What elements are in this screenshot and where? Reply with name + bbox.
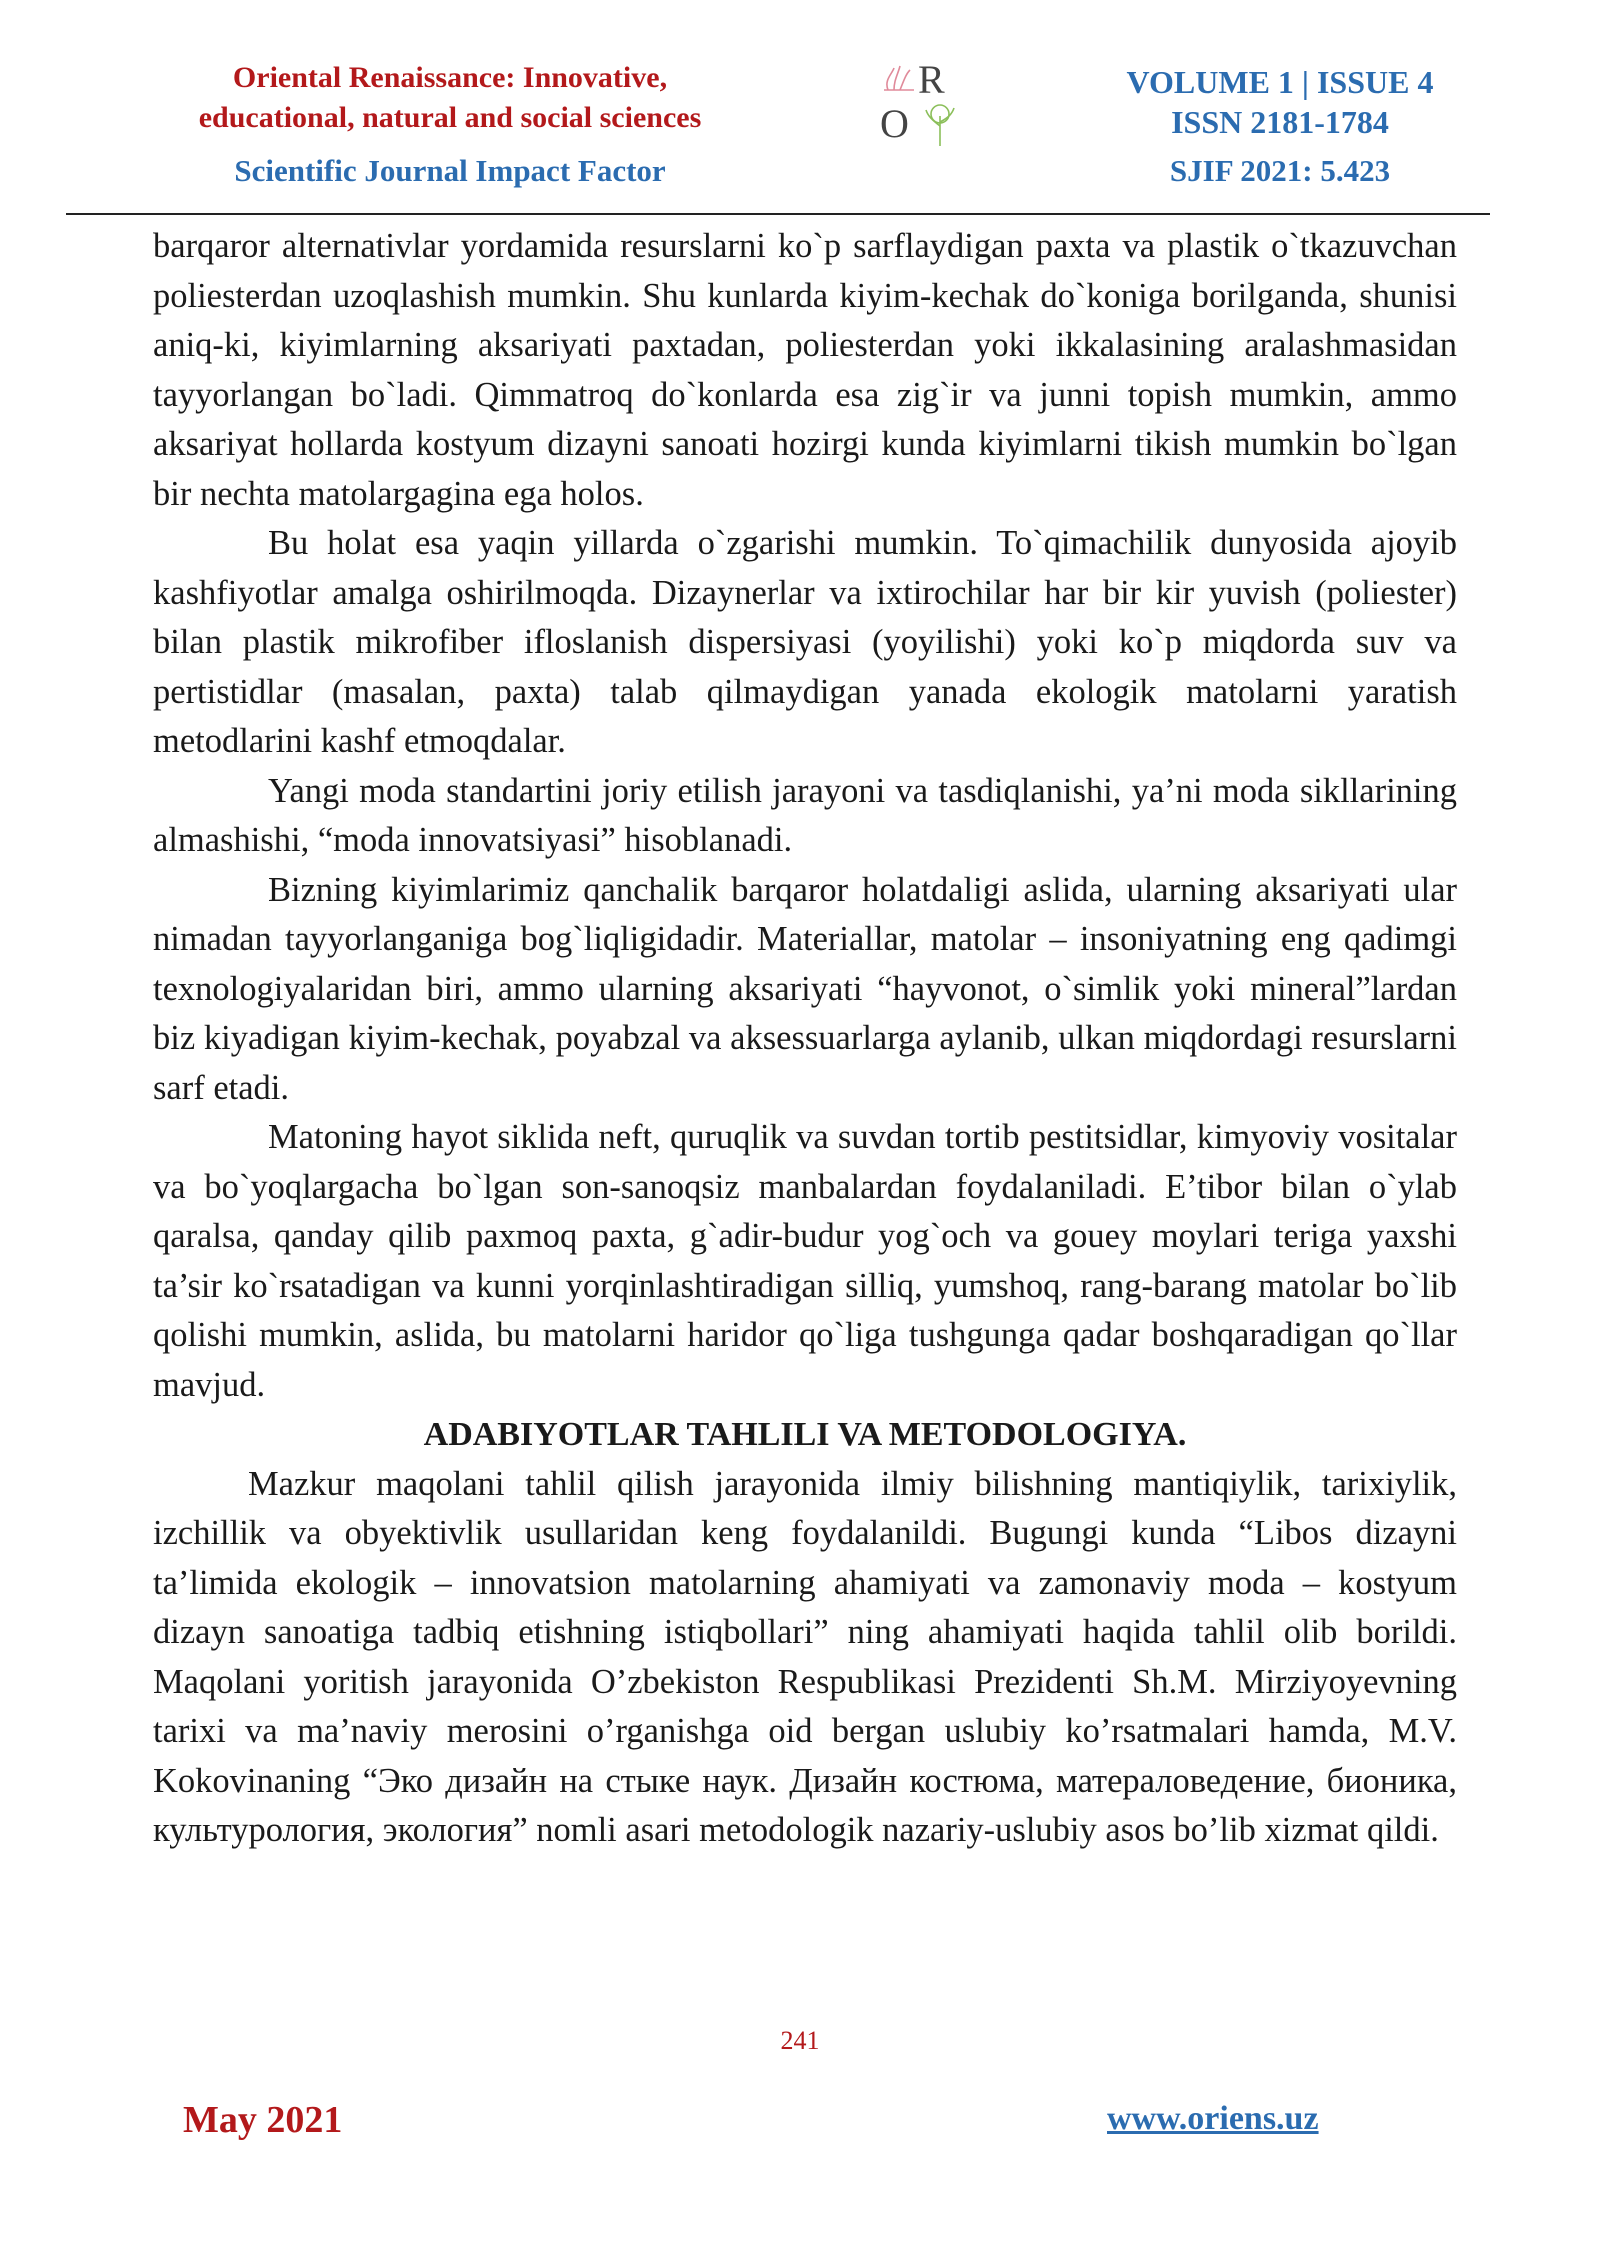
paragraph-1: barqaror alternativlar yordamida resurslarni ko`p sarflaydigan paxta va plastik o`tkazuvchan poliesterdan uzoqlashish mumkin. Shu kunlarda kiyim-kechak do`koniga borilganda, shunisi aniq-ki, kiyimlarning aksariyati paxtadan, poliesterdan yoki ikkalasining aralashmasidan tayyorlangan bo`ladi. Qimmatroq do`konlarda esa zig`ir va junni topish mumkin, ammo aksariyat hollarda kostyum dizayni sanoati hozirgi kunda kiyimlarni tikish mumkin bo`lgan bir nechta matolargagina ega holos. [153, 227, 1457, 513]
header-divider [66, 213, 1490, 215]
journal-logo [870, 57, 970, 150]
footer-website-link[interactable]: www.oriens.uz [1107, 2100, 1319, 2137]
paragraph-5: Matoning hayot siklida neft, quruqlik va suvdan tortib pestitsidlar, kimyoviy vositalar va bo`yoqlargacha bo`lgan son-sanoqsiz manbalardan foydalaniladi. E’tibor bilan o`ylab qaralsa, qanday qilib paxmoq paxta, g`adir-budur yog`och va gouey moylari teriga yaxshi ta’sir ko`rsatadigan va kunni yorqinlashtiradigan silliq, yumshoq, rang-barang matolar bo`lib qolishi mumkin, aslida, bu matolarni haridor qo`liga tushgunga qadar boshqaradigan qo`llar mavjud. [153, 1118, 1457, 1404]
journal-title [150, 58, 750, 138]
journal-title-line1: Oriental Renaissance: Innovative, [232, 61, 668, 94]
logo-letter-r-top: R [918, 57, 945, 102]
sjif-value: SJIF 2021: 5.423 [1169, 153, 1391, 188]
logo-letter-o-bottom: O [880, 101, 909, 146]
paragraph-3: Yangi moda standartini joriy etilish jarayoni va tasdiqlanishi, ya’ni moda sikllarining almashishi, “moda innovatsiyasi” hisoblanadi. [153, 771, 1457, 859]
paragraph-4: Bizning kiyimlarimiz qanchalik barqaror holatdaligi aslida, ularning aksariyati ular nimadan tayyorlanganiga bog`liqligidadir. Materiallar, matolar – insoniyatning eng qadimgi texnologiyalaridan biri, ammo ularning aksariyati “hayvonot, o`simlik yoki mineral”lardan biz kiyadigan kiyim-kechak, poyabzal va aksessuarlarga aylanib, ulkan miqdordagi resurslarni sarf etadi. [153, 870, 1457, 1107]
journal-title-line2: educational, natural and social sciences [198, 101, 702, 134]
paragraph-6: Mazkur maqolani tahlil qilish jarayonida ilmiy bilishning mantiqiylik, tarixiylik, izchillik va obyektivlik usullaridan keng foydalanildi. Bugungi kunda “Libos dizayni ta’limida ekologik – innovatsion matolarning ahamiyati va zamonaviy moda – kostyum dizayn sanoatiga tadbiq etishning istiqbollari” ning ahamiyati haqida tahlil olib borildi. Maqolani yoritish jarayonida O’zbekiston Respublikasi Prezidenti Sh.M. Mirziyoyevning tarixi va ma’naviy merosini o’rganishga oid bergan uslubiy ko’rsatmalari hamda, M.V. Kokovinaning “Эко дизайн на стыке наук. Дизайн костюма, матераловедение, бионика, культурология, экология” nomli asari metodologik nazariy-uslubiy asos bo’lib xizmat qildi. [153, 1464, 1457, 1849]
footer-date: May 2021 [183, 2099, 343, 2141]
paragraph-2: Bu holat esa yaqin yillarda o`zgarishi mumkin. To`qimachilik dunyosida ajoyib kashfiyotlar amalga oshirilmoqda. Dizaynerlar va ixtirochilar har bir kir yuvish (poliester) bilan plastik mikrofiber ifloslanish dispersiyasi (yoyilishi) yoki ko`p miqdorda suv va pertistidlar (masalan, paxta) talab qilmaydigan yanada ekologik matolarni yaratish metodlarini kashf etmoqdalar. [153, 524, 1457, 760]
page-number: 241 [780, 2026, 820, 2055]
section-heading: ADABIYOTLAR TAHLILI VA METODOLOGIYA. [423, 1416, 1187, 1453]
article-body [153, 222, 1457, 1856]
issn: ISSN 2181-1784 [1171, 104, 1389, 140]
issue-info [1090, 62, 1470, 142]
impact-factor-label: Scientific Journal Impact Factor [234, 153, 666, 188]
volume-issue: VOLUME 1 | ISSUE 4 [1126, 64, 1434, 100]
